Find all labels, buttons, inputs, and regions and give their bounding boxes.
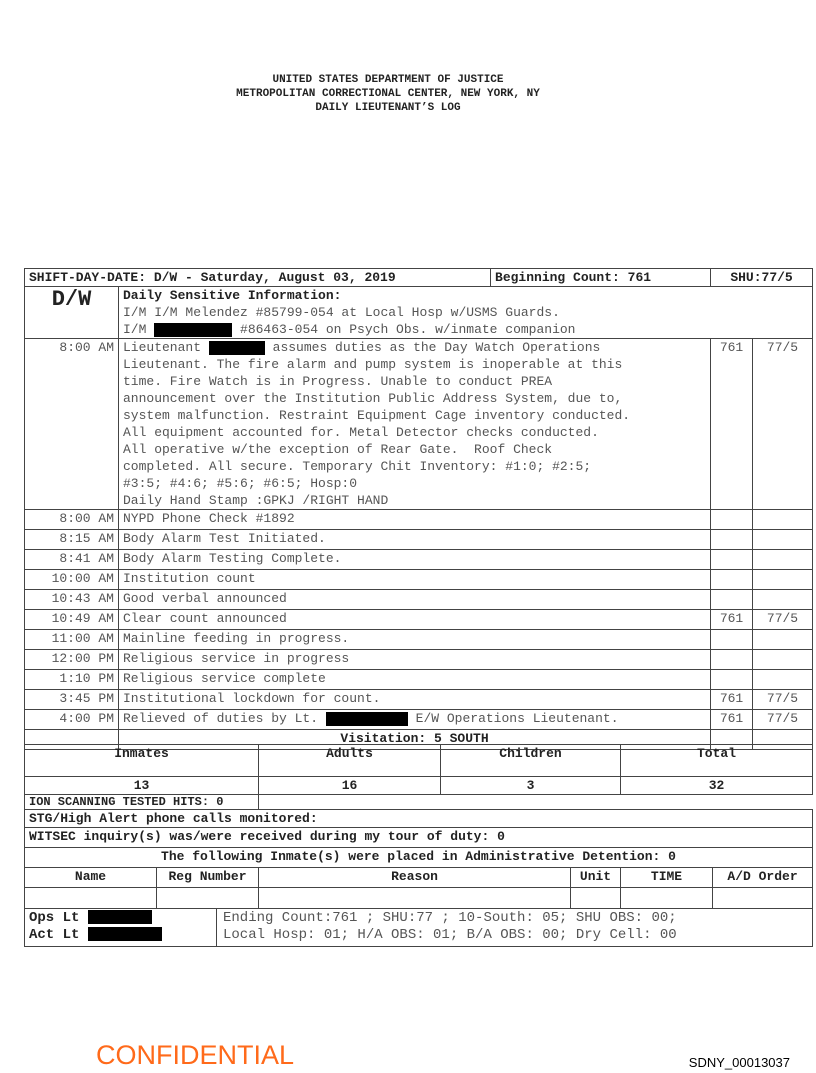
log-entry-row [25, 650, 813, 670]
redaction [88, 910, 152, 924]
entry-pre: Relieved of duties by Lt. [123, 711, 319, 726]
sensitive-info [119, 287, 813, 339]
visitation-table [24, 744, 813, 868]
entry-text: Institution count [119, 570, 711, 590]
entry-count [711, 530, 753, 550]
log-entry-row [25, 690, 813, 710]
summary-line-1: Ending Count:761 ; SHU:77 ; 10-South: 05; SHU OBS: 00; [223, 910, 677, 926]
entry-time: 11:00 AM [25, 630, 119, 650]
entry-text: Institutional lockdown for count. [119, 690, 711, 710]
entry-time: 10:49 AM [25, 610, 119, 630]
empty-cell [25, 888, 157, 909]
sensitive-line-1: I/M I/M Melendez #85799-054 at Local Hosp w/USMS Guards. [123, 305, 560, 320]
entry-shu: 77/5 [753, 690, 813, 710]
log-entry-row [25, 530, 813, 550]
bates-number: SDNY_00013037 [688, 1055, 790, 1070]
beginning-count: Beginning Count: 761 [491, 269, 711, 287]
entry-post: E/W Operations Lieutenant. [415, 711, 619, 726]
witsec-inquiry: WITSEC inquiry(s) was/were received during my tour of duty: 0 [25, 828, 813, 848]
header-line-1: UNITED STATES DEPARTMENT OF JUSTICE [272, 74, 504, 86]
entry-time: 10:00 AM [25, 570, 119, 590]
entry-time: 3:45 PM [25, 690, 119, 710]
entry-count: 761 [711, 710, 753, 730]
entry-pre: Lieutenant [123, 340, 202, 355]
confidential-stamp: CONFIDENTIAL [96, 1040, 295, 1070]
entry-count [711, 510, 753, 530]
entry-shu [753, 590, 813, 610]
entry-post: assumes duties as the Day Watch Operations [272, 340, 601, 355]
redaction [209, 341, 265, 355]
log-entry-row [25, 550, 813, 570]
entry-shu [753, 650, 813, 670]
summary-line-2: Local Hosp: 01; H/A OBS: 01; B/A OBS: 00; Dry Cell: 00 [223, 927, 677, 943]
visitation-header: Inmates [25, 745, 259, 777]
redaction [88, 927, 162, 941]
ending-summary [217, 909, 813, 947]
entry-text: Good verbal announced [119, 590, 711, 610]
entry-count: 761 [711, 339, 753, 510]
entry-text: Mainline feeding in progress. [119, 630, 711, 650]
entry-shu: 77/5 [753, 710, 813, 730]
visitation-header: Children [441, 745, 621, 777]
entry-time: 8:00 AM [25, 339, 119, 510]
entry-shu [753, 550, 813, 570]
entry-text: NYPD Phone Check #1892 [119, 510, 711, 530]
entry-count [711, 590, 753, 610]
entry-shu [753, 670, 813, 690]
shift-code: D/W [25, 287, 119, 339]
entry-text: Religious service in progress [119, 650, 711, 670]
log-table [24, 268, 813, 750]
entry-text: Body Alarm Test Initiated. [119, 530, 711, 550]
empty-cell [259, 888, 571, 909]
entry-count [711, 670, 753, 690]
visitation-value: 32 [621, 777, 813, 795]
signature-block [25, 909, 217, 947]
stg-calls: STG/High Alert phone calls monitored: [25, 810, 813, 828]
col-time: TIME [621, 868, 713, 888]
ion-scanning: ION SCANNING TESTED HITS: 0 [25, 795, 259, 810]
entry-count: 761 [711, 690, 753, 710]
entry-time: 8:15 AM [25, 530, 119, 550]
entry-time: 10:43 AM [25, 590, 119, 610]
empty-cell [259, 795, 813, 810]
log-entry-row [25, 590, 813, 610]
visitation-value: 3 [441, 777, 621, 795]
entry-time: 8:41 AM [25, 550, 119, 570]
redaction [326, 712, 408, 726]
entry-text: Body Alarm Testing Complete. [119, 550, 711, 570]
entry-time: 4:00 PM [25, 710, 119, 730]
header-line-2: METROPOLITAN CORRECTIONAL CENTER, NEW YORK, NY [236, 88, 540, 100]
entry-shu [753, 530, 813, 550]
entry-count: 761 [711, 610, 753, 630]
log-entry-row [25, 630, 813, 650]
entry-body: Lieutenant. The fire alarm and pump system is inoperable at this time. Fire Watch is in Progress. Unable to conduct PREA announcement over the Institution Public Address System, due to, system malfunction. Restraint Equipment Cage inventory conducted. All equipment accounted for. Metal Detector checks conducted. All operative w/the exception of Rear Gate. Roof Check completed. All secure. Temporary Chit Inventory: #1:0; #2:5; #3:5; #4:6; #5:6; #6:5; Hosp:0 Daily Hand Stamp :GPKJ /RIGHT HAND [123, 357, 631, 508]
log-entry-row [25, 510, 813, 530]
entry-text: Clear count announced [119, 610, 711, 630]
redaction [154, 323, 232, 337]
header-line-3: DAILY LIEUTENANT’S LOG [315, 102, 461, 114]
entry-time: 8:00 AM [25, 510, 119, 530]
visitation-value: 13 [25, 777, 259, 795]
entry-count [711, 650, 753, 670]
entry-text [119, 339, 711, 510]
document-header [0, 73, 776, 115]
log-entry-row [25, 610, 813, 630]
ops-lt-label: Ops Lt [29, 910, 80, 926]
entry-time: 1:10 PM [25, 670, 119, 690]
col-unit: Unit [571, 868, 621, 888]
col-ad-order: A/D Order [713, 868, 813, 888]
col-reason: Reason [259, 868, 571, 888]
sensitive-line-2a: I/M [123, 322, 147, 337]
visitation-header: Adults [259, 745, 441, 777]
entry-shu [753, 510, 813, 530]
entry-count [711, 570, 753, 590]
entry-count [711, 630, 753, 650]
entry-shu: 77/5 [753, 610, 813, 630]
entry-text [119, 710, 711, 730]
log-entry-row [25, 670, 813, 690]
entry-count [711, 550, 753, 570]
empty-cell [621, 888, 713, 909]
log-entry-row [25, 570, 813, 590]
visitation-value: 16 [259, 777, 441, 795]
entry-shu [753, 630, 813, 650]
visitation-header: Total [621, 745, 813, 777]
entry-shu: 77/5 [753, 339, 813, 510]
entry-time: 12:00 PM [25, 650, 119, 670]
entry-text: Religious service complete [119, 670, 711, 690]
entry-shu [753, 570, 813, 590]
admin-detention-table [24, 867, 813, 947]
shift-day-date: SHIFT-DAY-DATE: D/W - Saturday, August 03, 2019 [25, 269, 491, 287]
col-name: Name [25, 868, 157, 888]
visitation-title: Visitation: 5 SOUTH [119, 730, 711, 750]
act-lt-label: Act Lt [29, 927, 80, 943]
sensitive-line-2b: #86463-054 on Psych Obs. w/inmate companion [240, 322, 576, 337]
shu-count: SHU:77/5 [711, 269, 813, 287]
empty-cell [713, 888, 813, 909]
empty-cell [571, 888, 621, 909]
sensitive-title: Daily Sensitive Information: [123, 288, 342, 303]
admin-detention-title: The following Inmate(s) were placed in Administrative Detention: 0 [25, 848, 813, 868]
empty-cell [157, 888, 259, 909]
col-reg-number: Reg Number [157, 868, 259, 888]
